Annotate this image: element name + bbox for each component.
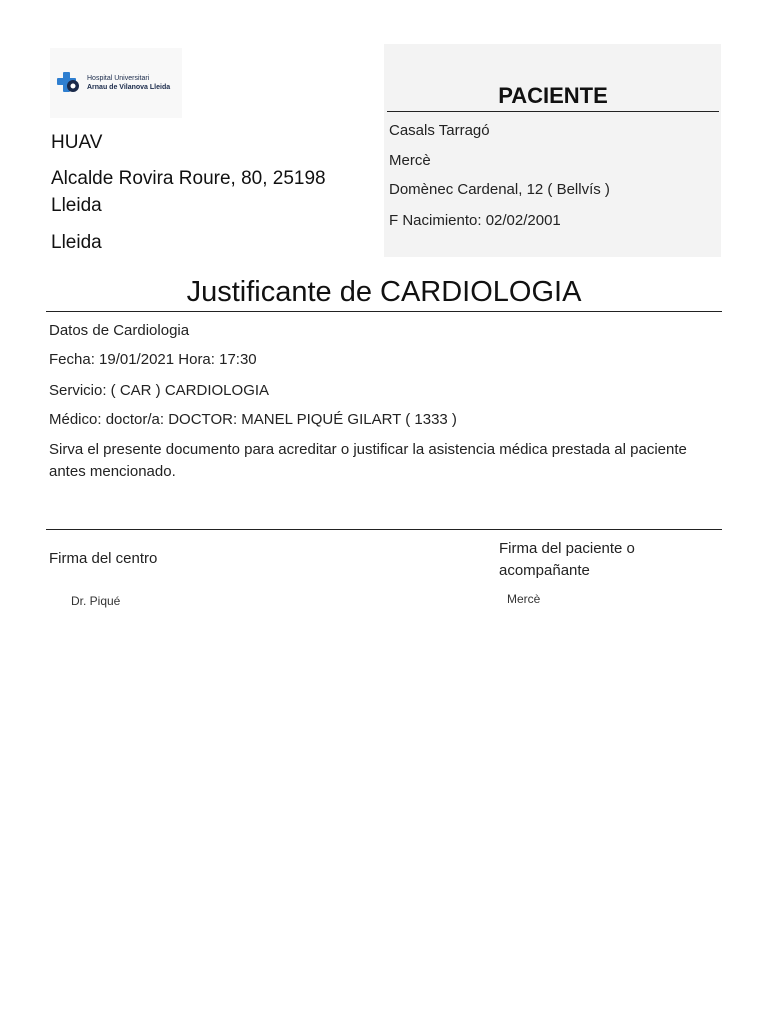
section-heading: Datos de Cardiologia <box>49 322 190 339</box>
statement-text: Sirva el presente documento para acreditar o justificar la asistencia médica prestada al paciente antes mencionado. <box>49 441 687 480</box>
patient-birth-date: F Nacimiento: 02/02/2001 <box>389 212 561 229</box>
patient-signer-name: Mercè <box>507 592 541 606</box>
visit-date-time: Fecha: 19/01/2021 Hora: 17:30 <box>49 351 257 368</box>
service: Servicio: ( CAR ) CARDIOLOGIA <box>49 382 270 399</box>
hospital-logo <box>50 48 182 118</box>
hospital-name: HUAV <box>51 132 103 153</box>
signature-divider <box>46 529 722 530</box>
logo-text <box>87 74 170 92</box>
center-signature-label: Firma del centro <box>49 550 158 567</box>
patient-address: Domènec Cardenal, 12 ( Bellvís ) <box>389 181 610 198</box>
logo-line-2: Arnau de Vilanova Lleida <box>87 84 171 91</box>
doctor: Médico: doctor/a: DOCTOR: MANEL PIQUÉ GILART ( 1333 ) <box>49 411 457 428</box>
hospital-city: Lleida <box>51 232 102 253</box>
center-signer-name: Dr. Piqué <box>71 594 121 608</box>
hospital-address: Alcalde Rovira Roure, 80, 25198 Lleida <box>51 168 326 216</box>
patient-first-name: Mercè <box>389 152 431 169</box>
patient-signature-label: Firma del paciente o acompañante <box>499 540 635 579</box>
patient-panel <box>384 44 721 257</box>
patient-heading: PACIENTE <box>498 83 608 108</box>
document-title: Justificante de CARDIOLOGIA <box>186 276 582 308</box>
patient-surname: Casals Tarragó <box>389 122 490 139</box>
logo-line-1: Hospital Universitari <box>87 75 150 82</box>
patient-heading-divider <box>387 111 719 112</box>
hospital-cross-icon <box>57 72 81 94</box>
title-divider <box>46 311 722 312</box>
